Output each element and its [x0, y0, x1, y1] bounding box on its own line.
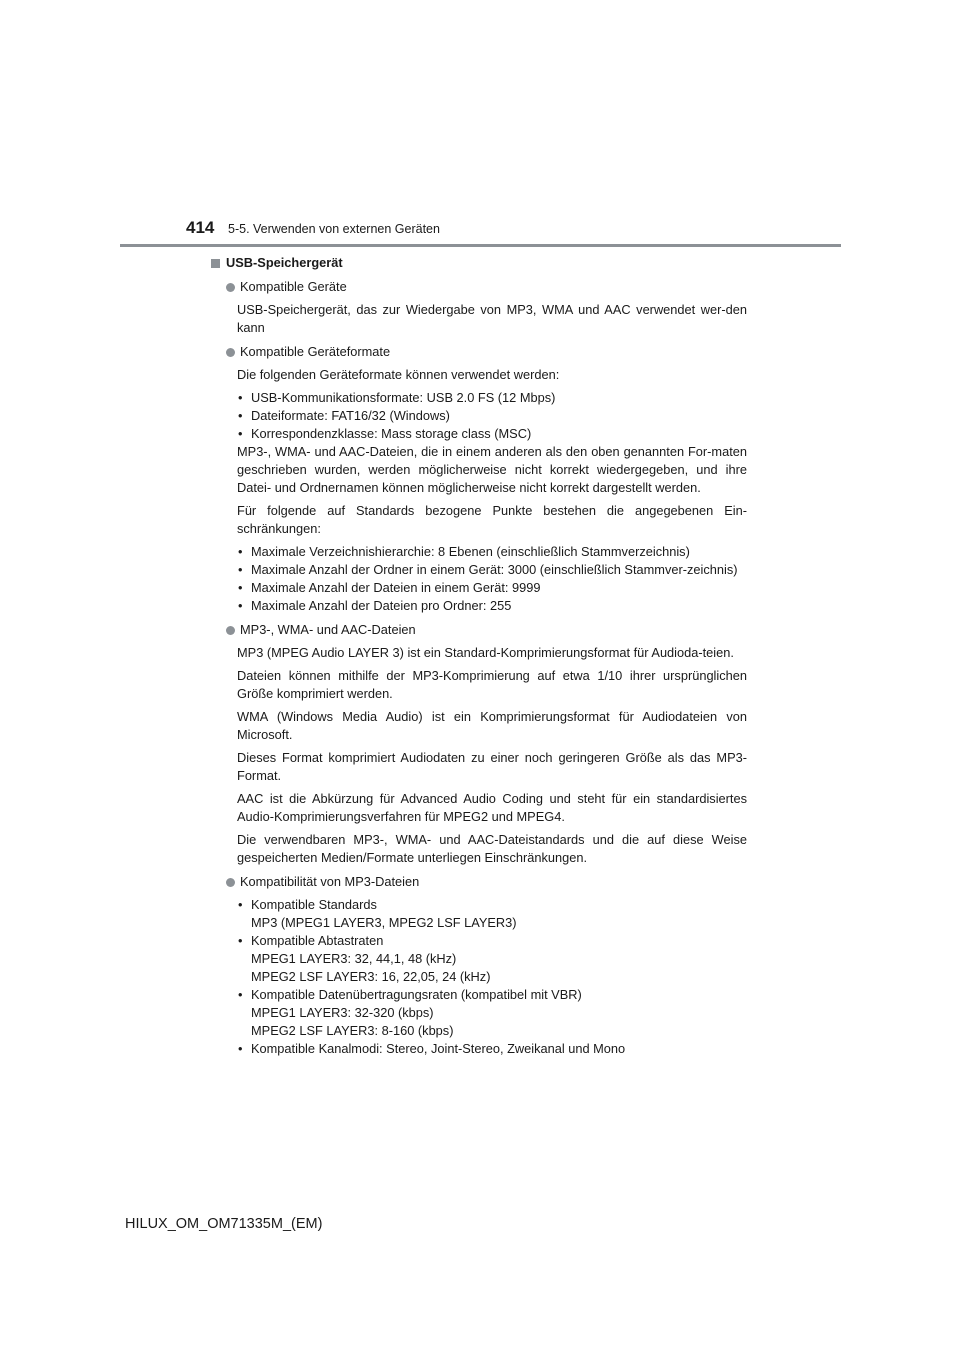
square-bullet-icon	[211, 259, 220, 268]
list-item	[237, 579, 747, 597]
list-item-text: Korrespondenzklasse: Mass storage class (MSC)	[251, 426, 532, 441]
item-heading	[226, 873, 747, 891]
list-item	[237, 597, 747, 615]
document-code: HILUX_OM_OM71335M_(EM)	[125, 1216, 323, 1232]
item-heading-text: MP3-, WMA- und AAC-Dateien	[240, 622, 416, 637]
list-item-text: Maximale Anzahl der Ordner in einem Gerät: 3000 (einschließlich Stammver-zeichnis)	[251, 562, 738, 577]
list-item-text: Maximale Anzahl der Dateien pro Ordner: 255	[251, 598, 512, 613]
list-item	[237, 561, 747, 579]
item-heading	[226, 278, 747, 296]
bullet-list	[237, 389, 747, 443]
paragraph: Für folgende auf Standards bezogene Punkte bestehen die angegebenen Ein-schränkungen:	[237, 503, 747, 536]
paragraph: AAC ist die Abkürzung für Advanced Audio Coding und steht für ein standardisiertes Audio-Komprimierungsverfahren für MPEG2 und MPEG4.	[237, 791, 747, 824]
circle-bullet-icon	[226, 283, 235, 292]
list-item	[237, 407, 747, 425]
list-item	[237, 932, 747, 986]
item-heading-text: Kompatibilität von MP3-Dateien	[240, 874, 420, 889]
item-heading	[226, 343, 747, 361]
list-item-text: Maximale Anzahl der Dateien in einem Gerät: 9999	[251, 580, 541, 595]
section-title: USB-Speichergerät	[226, 255, 343, 270]
list-item-subline: MPEG1 LAYER3: 32, 44,1, 48 (kHz)	[251, 951, 457, 966]
circle-bullet-icon	[226, 878, 235, 887]
list-item	[237, 986, 747, 1040]
list-item-text: Kompatible Abtastraten	[251, 933, 384, 948]
bullet-list	[237, 543, 747, 615]
header-divider	[120, 244, 841, 247]
list-item-text: Kompatible Datenübertragungsraten (kompatibel mit VBR)	[251, 987, 582, 1002]
list-item-subline: MP3 (MPEG1 LAYER3, MPEG2 LSF LAYER3)	[251, 915, 517, 930]
list-item-text: Kompatible Standards	[251, 897, 377, 912]
page-number: 414	[186, 218, 215, 237]
list-item	[237, 543, 747, 561]
circle-bullet-icon	[226, 626, 235, 635]
bullet-list	[237, 896, 747, 1058]
list-item	[237, 896, 747, 932]
section-heading	[211, 254, 747, 272]
list-item	[237, 1040, 747, 1058]
chapter-title: 5-5. Verwenden von externen Geräten	[228, 222, 440, 236]
circle-bullet-icon	[226, 348, 235, 357]
paragraph: MP3-, WMA- und AAC-Dateien, die in einem anderen als den oben genannten For-maten geschrieben wurden, werden möglicherweise nicht korrekt wiedergegeben, und ihre Datei- und Ordnernamen können möglicherweise nicht korrekt dargestellt werden.	[237, 444, 747, 495]
list-item	[237, 389, 747, 407]
list-item-text: Maximale Verzeichnishierarchie: 8 Ebenen (einschließlich Stammverzeichnis)	[251, 544, 690, 559]
list-item-subline: MPEG2 LSF LAYER3: 16, 22,05, 24 (kHz)	[251, 969, 491, 984]
paragraph: WMA (Windows Media Audio) ist ein Komprimierungsformat für Audiodateien von Microsoft.	[237, 709, 747, 742]
paragraph: USB-Speichergerät, das zur Wiedergabe von MP3, WMA und AAC verwendet wer-den kann	[237, 302, 747, 335]
paragraph: MP3 (MPEG Audio LAYER 3) ist ein Standard-Komprimierungsformat für Audioda-teien.	[237, 645, 734, 660]
list-item-text: USB-Kommunikationsformate: USB 2.0 FS (12 Mbps)	[251, 390, 556, 405]
paragraph: Dateien können mithilfe der MP3-Komprimierung auf etwa 1/10 ihrer ursprünglichen Größe komprimiert werden.	[237, 668, 747, 701]
list-item-text: Dateiformate: FAT16/32 (Windows)	[251, 408, 450, 423]
paragraph: Dieses Format komprimiert Audiodaten zu einer noch geringeren Größe als das MP3-Format.	[237, 750, 747, 783]
list-item-subline: MPEG2 LSF LAYER3: 8-160 (kbps)	[251, 1023, 454, 1038]
list-item	[237, 425, 747, 443]
paragraph: Die verwendbaren MP3-, WMA- und AAC-Dateistandards und die auf diese Weise gespeicherten Medien/Formate unterliegen Einschränkungen.	[237, 832, 747, 865]
item-heading	[226, 621, 747, 639]
item-heading-text: Kompatible Geräteformate	[240, 344, 391, 359]
list-item-subline: MPEG1 LAYER3: 32-320 (kbps)	[251, 1005, 434, 1020]
item-heading-text: Kompatible Geräte	[240, 279, 347, 294]
paragraph: Die folgenden Geräteformate können verwendet werden:	[237, 367, 560, 382]
list-item-text: Kompatible Kanalmodi: Stereo, Joint-Stereo, Zweikanal und Mono	[251, 1041, 626, 1056]
page-content	[211, 254, 747, 1058]
